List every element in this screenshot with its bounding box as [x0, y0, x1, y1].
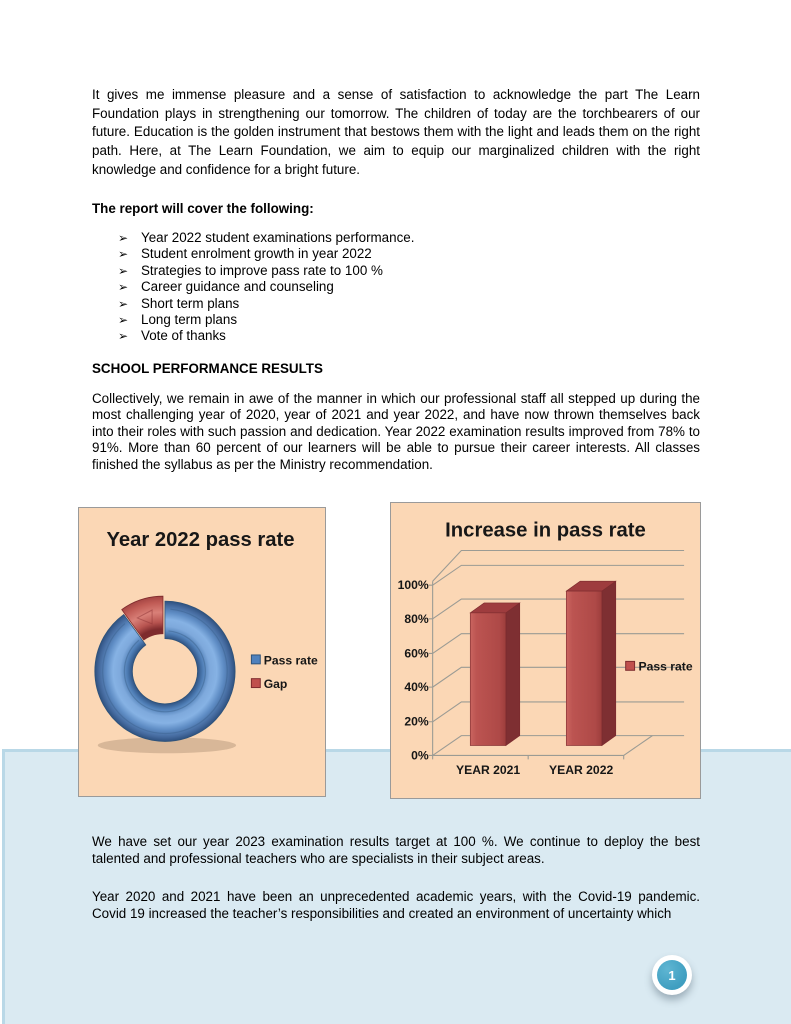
legend-swatch-pass-rate: [251, 655, 260, 664]
list-item: [118, 279, 726, 295]
ytick-20: 20%: [404, 714, 429, 729]
target-paragraph: We have set our year 2023 examination results target at 100 %. We continue to deploy the best talented and professional teachers who are specialists in their subject areas.: [92, 834, 700, 866]
list-item-label: Short term plans: [141, 295, 240, 311]
donut-chart-panel: [78, 507, 326, 797]
school-performance-heading: SCHOOL PERFORMANCE RESULTS: [92, 361, 323, 376]
bar-chart-title: Increase in pass rate: [445, 519, 646, 542]
list-item-label: Long term plans: [141, 312, 238, 328]
arrow-bullet-icon: ➢: [118, 263, 129, 278]
gridlines: [429, 551, 684, 760]
list-item-label: Student enrolment growth in year 2022: [141, 246, 372, 262]
list-item: [118, 230, 726, 246]
list-item-label: Vote of thanks: [141, 328, 226, 344]
legend-label-pass-rate: Pass rate: [638, 659, 693, 674]
list-item: [118, 263, 726, 279]
bar-year-2021: [470, 603, 519, 746]
category-label-2022: YEAR 2022: [549, 763, 614, 778]
donut-segment-pass-rate: [95, 601, 235, 741]
covid-paragraph: Year 2020 and 2021 have been an unprecedented academic years, with the Covid-19 pandemic. Covid 19 increased the teacher’s responsibilities and created an environment of uncertainty which: [92, 889, 700, 921]
report-topics-list: [92, 230, 726, 345]
donut-chart: [79, 508, 324, 795]
ytick-0: 0%: [411, 748, 429, 763]
list-item-label: Year 2022 student examinations performance.: [141, 230, 415, 245]
arrow-bullet-icon: ➢: [118, 296, 129, 311]
performance-paragraph: Collectively, we remain in awe of the manner in which our professional staff all stepped up during the most challenging year of 2020, year of 2021 and year 2022, and have now thrown themselves back into their roles with such passion and dedication. Year 2022 examination results improved from 78% to 91%. More than 60 percent of our learners will be able to pursue their career interests. All classes finished the syllabus as per the Ministry recommendation.: [92, 391, 700, 472]
list-item: [118, 312, 726, 328]
arrow-bullet-icon: ➢: [118, 280, 129, 295]
intro-paragraph: It gives me immense pleasure and a sense of satisfaction to acknowledge the part The Learn Foundation plays in strengthening our tomorrow. The children of today are the torchbearers of our future. Education is the golden instrument that bestows them with the light and leads them on the right path. Here, at The Learn Foundation, we aim to equip our marginalized children with the right knowledge and confidence for a bright future.: [92, 87, 700, 177]
donut-chart-title: Year 2022 pass rate: [106, 528, 295, 551]
list-item: [118, 296, 726, 312]
page-number-badge: [652, 955, 692, 995]
legend-swatch-gap: [251, 679, 260, 688]
legend-swatch-pass-rate: [626, 661, 635, 670]
ytick-40: 40%: [404, 680, 429, 695]
arrow-bullet-icon: ➢: [118, 329, 129, 344]
bar-chart: [391, 503, 699, 797]
list-item-label: Career guidance and counseling: [141, 279, 334, 295]
list-item: [118, 328, 726, 344]
ytick-80: 80%: [404, 611, 429, 626]
report-cover-heading: The report will cover the following:: [92, 201, 314, 216]
legend-label-gap: Gap: [263, 677, 288, 692]
list-item-label: Strategies to improve pass rate to 100 %: [141, 262, 383, 278]
legend-label-pass-rate: Pass rate: [263, 653, 318, 668]
arrow-bullet-icon: ➢: [118, 231, 129, 245]
ytick-60: 60%: [404, 646, 429, 661]
arrow-bullet-icon: ➢: [118, 313, 129, 328]
page-number: 1: [657, 960, 687, 990]
bar-chart-panel: [390, 502, 701, 799]
category-label-2021: YEAR 2021: [455, 763, 521, 778]
list-item: [118, 246, 726, 262]
ytick-100: 100%: [397, 578, 429, 593]
arrow-bullet-icon: ➢: [118, 247, 129, 262]
bar-year-2022: [566, 581, 615, 745]
